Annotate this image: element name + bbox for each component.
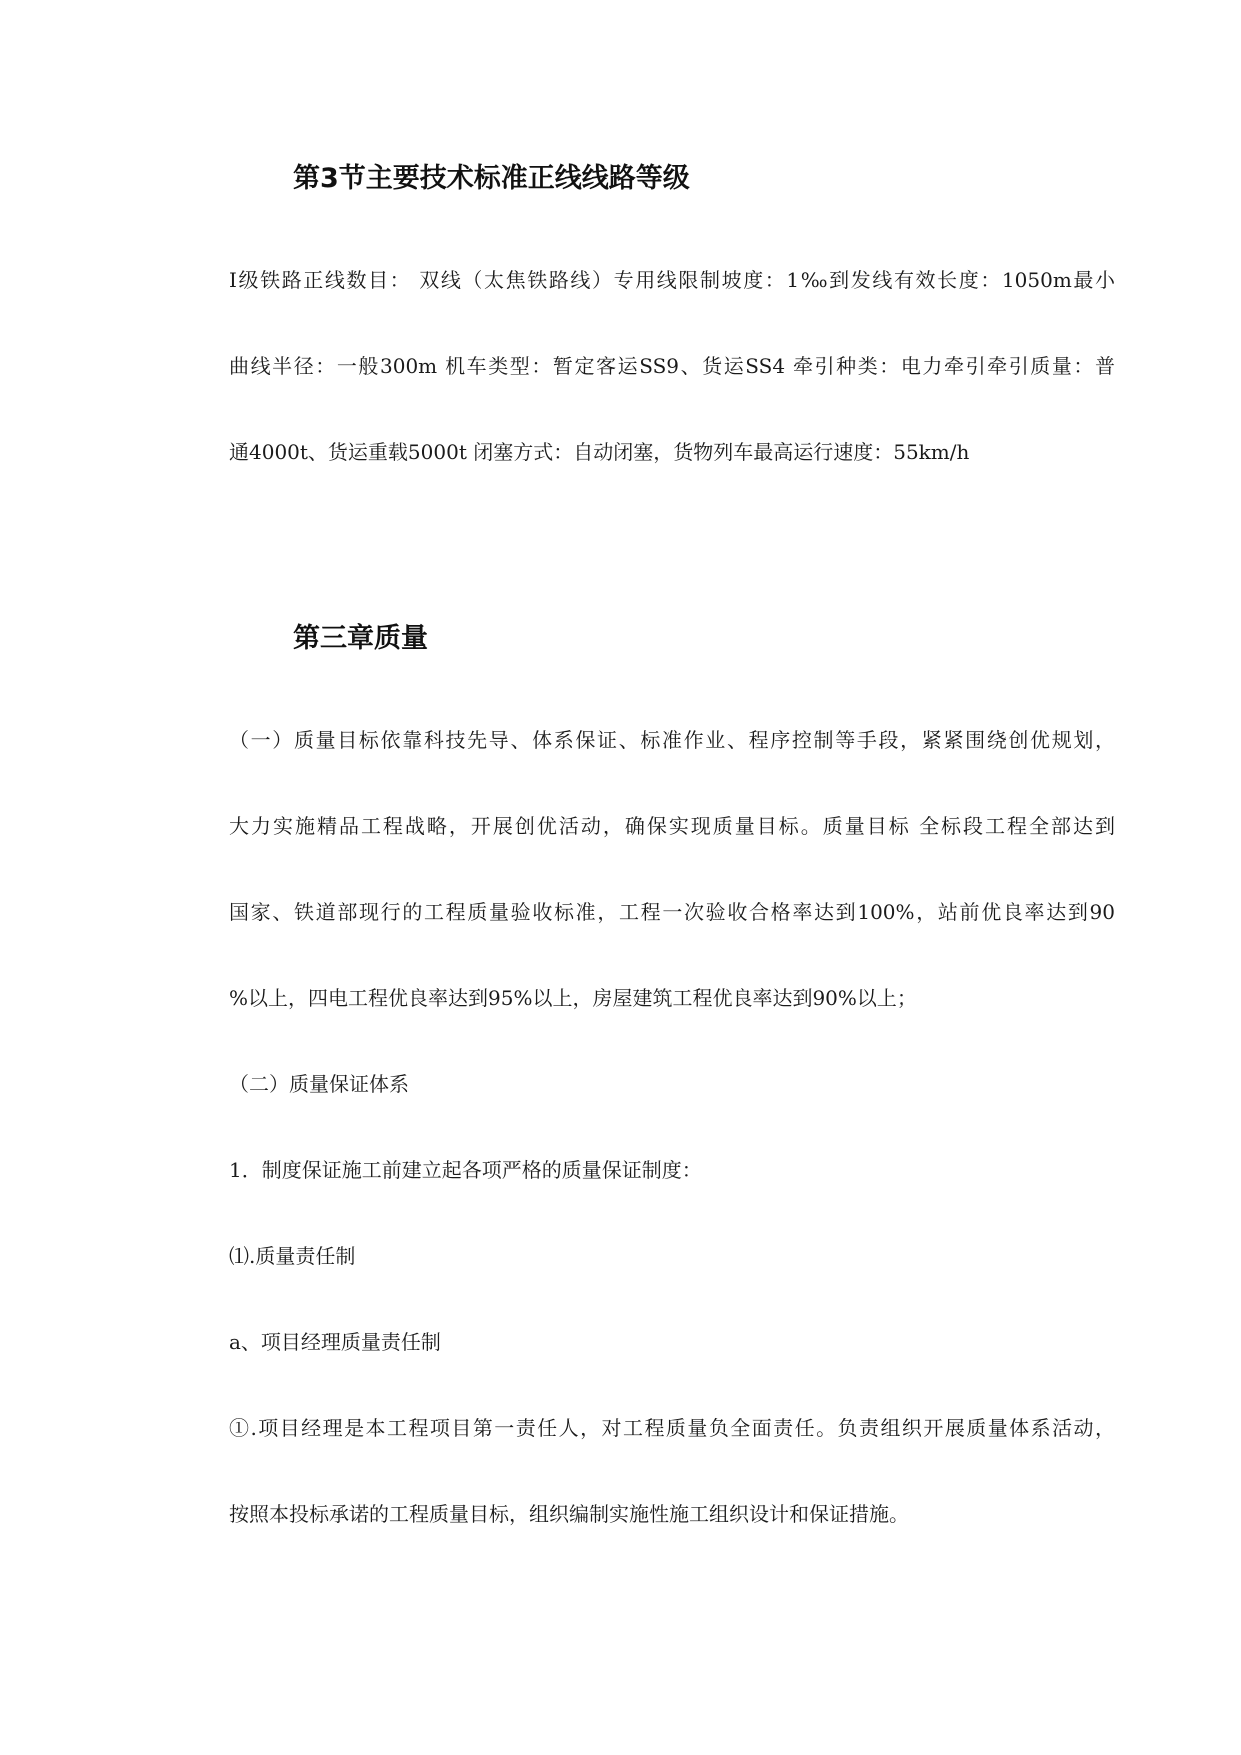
quality-goal-line-1: （一）质量目标依靠科技先导、体系保证、标准作业、程序控制等手段，紧紧围绕创优规划， — [229, 728, 1115, 752]
section-heading: 第3节主要技术标准正线线路等级 — [293, 163, 690, 194]
section-paragraph-line-3: 通4000t、货运重载5000t 闭塞方式：自动闭塞，货物列车最高运行速度：55km/h — [229, 440, 970, 464]
quality-system-heading: （二）质量保证体系 — [229, 1072, 409, 1096]
project-manager-paragraph-line-1: ①.项目经理是本工程项目第一责任人，对工程质量负全面责任。负责组织开展质量体系活动， — [229, 1416, 1115, 1440]
quality-goal-line-3: 国家、铁道部现行的工程质量验收标准，工程一次验收合格率达到100%，站前优良率达到90 — [229, 900, 1115, 924]
section-paragraph-line-1: Ⅰ级铁路正线数目： 双线（太焦铁路线）专用线限制坡度：1‰到发线有效长度：1050m最小 — [229, 268, 1115, 292]
chapter-heading: 第三章质量 — [293, 623, 428, 654]
responsibility-system-item: ⑴.质量责任制 — [229, 1244, 356, 1268]
section-paragraph-line-2: 曲线半径：一般300m 机车类型：暂定客运SS9、货运SS4 牵引种类：电力牵引牵引质量：普 — [229, 354, 1115, 378]
system-guarantee-item: 1．制度保证施工前建立起各项严格的质量保证制度： — [229, 1158, 702, 1182]
project-manager-paragraph-line-2: 按照本投标承诺的工程质量目标，组织编制实施性施工组织设计和保证措施。 — [229, 1502, 909, 1526]
quality-goal-line-2: 大力实施精品工程战略，开展创优活动，确保实现质量目标。质量目标 全标段工程全部达到 — [229, 814, 1115, 838]
quality-goal-line-4: %以上，四电工程优良率达到95%以上，房屋建筑工程优良率达到90%以上； — [229, 986, 917, 1010]
project-manager-responsibility-item: a、项目经理质量责任制 — [229, 1330, 441, 1354]
